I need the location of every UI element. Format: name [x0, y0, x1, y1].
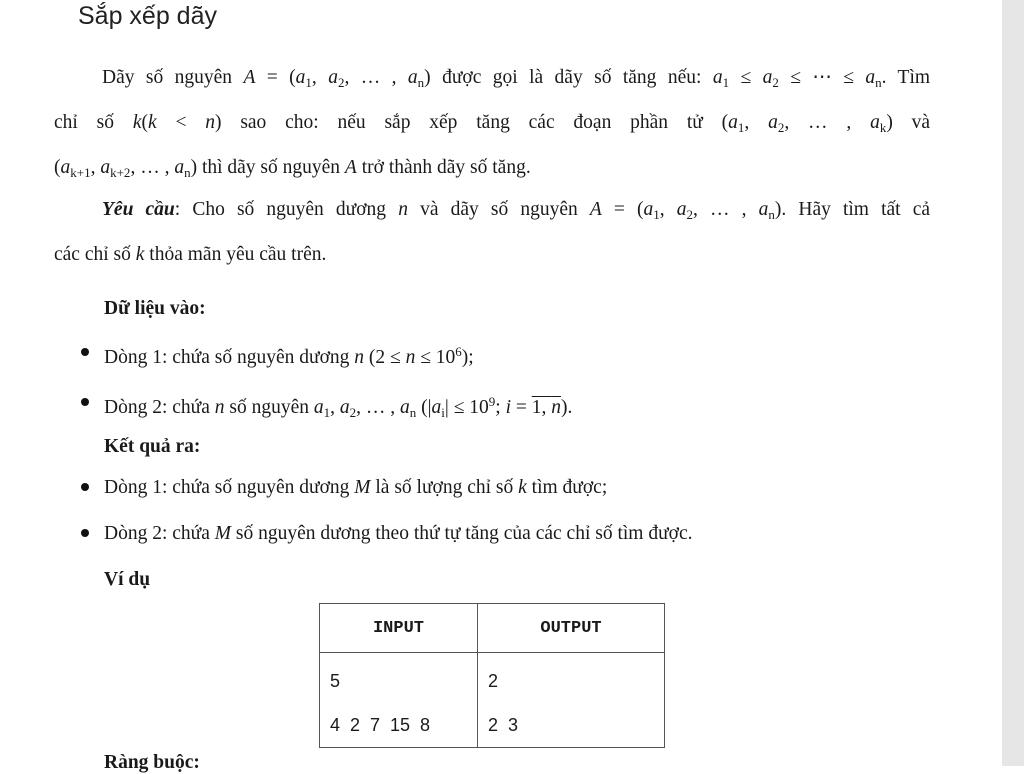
intro-line-3: ($a_{k+1}$, $a_{k+2}$, … , $a_n$) thì dãy số nguyên A trở thành dãy số tăng.: [54, 157, 531, 180]
list-item: Dòng 2: chứa n số nguyên $a_1$, $a_2$, … , $a_n$ ($|a_i| \le 10^9$; i = 1, n).: [78, 380, 572, 435]
input-line-2: 4 2 7 15 8: [330, 715, 431, 735]
input-line-1: 5: [330, 671, 341, 691]
problem-title: Sắp xếp dãy: [78, 2, 217, 30]
example-heading: Ví dụ: [104, 569, 151, 590]
input-cell: [320, 653, 478, 748]
list-item: Dòng 2: chứa M số nguyên dương theo thứ tự tăng của các chỉ số tìm được.: [78, 511, 692, 557]
input-heading: Dữ liệu vào:: [104, 298, 206, 319]
window-edge: [1002, 0, 1024, 766]
request-line-1: Yêu cầu: Cho số nguyên dương n và dãy số nguyên $A = (a_1$, $a_2$, … , $a_n$). Hãy tìm tất cả: [102, 199, 931, 222]
output-column-header: OUTPUT: [478, 604, 665, 653]
request-paragraph: [54, 190, 930, 275]
input-list: [78, 330, 572, 435]
list-item: Dòng 1: chứa số nguyên dương M là số lượng chỉ số k tìm được;: [78, 465, 692, 511]
output-cell: [478, 653, 665, 748]
intro-paragraph: [54, 58, 930, 193]
example-table: [319, 603, 665, 748]
intro-line-2: chỉ số k(k < n) sao cho: nếu sắp xếp tăng các đoạn phần tử ($a_1$, $a_2$, … , $a_k$) và: [54, 112, 931, 135]
output-line-1: 2: [488, 671, 499, 691]
constraints-heading: Ràng buộc:: [104, 752, 200, 773]
input-column-header: INPUT: [320, 604, 478, 653]
bullet-icon: [81, 348, 89, 356]
list-item: Dòng 1: chứa số nguyên dương n $(2 \le n \le 10^6)$;: [78, 330, 572, 380]
request-line-2: các chỉ số k thỏa mãn yêu cầu trên.: [54, 244, 327, 265]
request-label: Yêu cầu: [102, 199, 175, 220]
intro-line-1: Dãy số nguyên $A = (a_1$, $a_2$, … , $a_n$) được gọi là dãy số tăng nếu: $a_1 \le a_2$ ≤ ⋯ ≤ $a_n$. Tìm: [102, 67, 931, 90]
bullet-icon: [81, 529, 89, 537]
bullet-icon: [81, 398, 89, 406]
table-header-row: [320, 604, 665, 653]
output-line-2: 2 3: [488, 715, 519, 735]
bullet-icon: [81, 483, 89, 491]
output-list: [78, 465, 692, 557]
table-row: [320, 653, 665, 748]
output-heading: Kết quả ra:: [104, 436, 201, 457]
